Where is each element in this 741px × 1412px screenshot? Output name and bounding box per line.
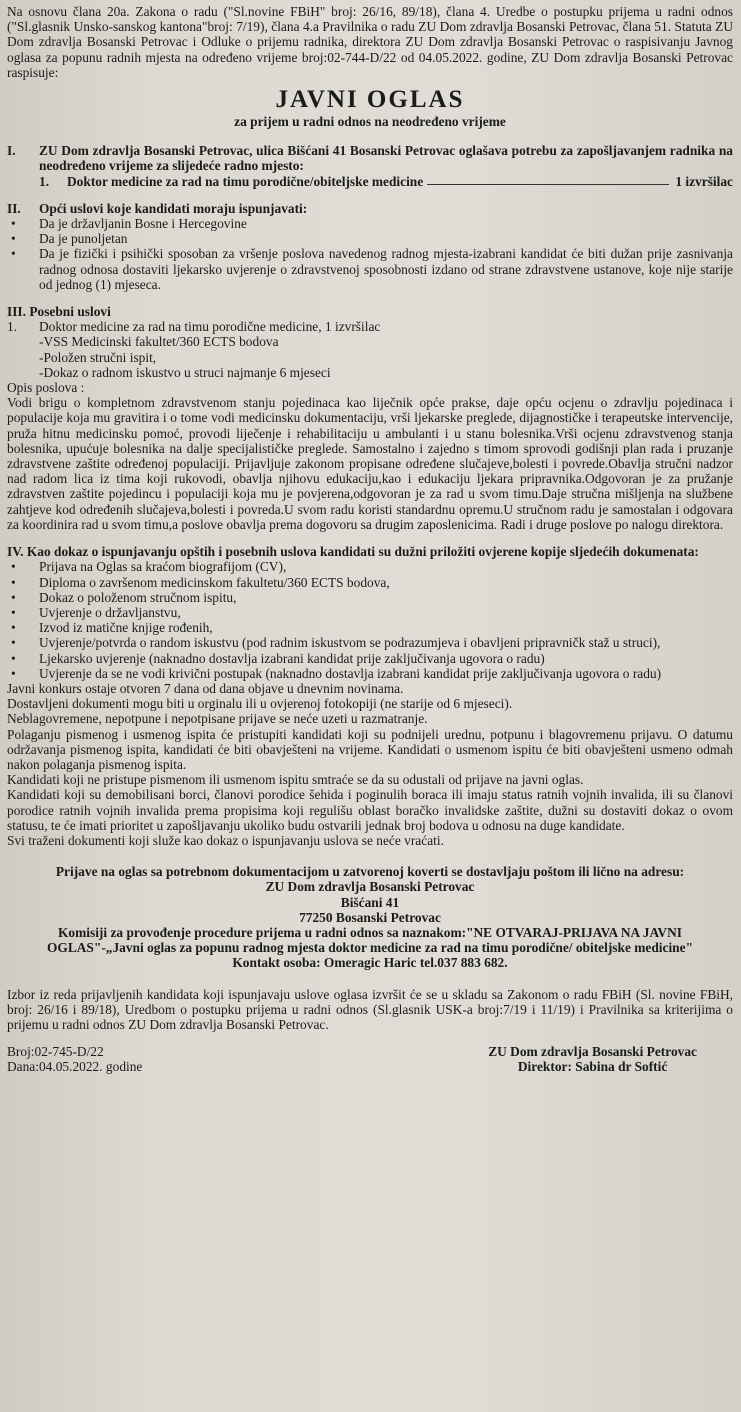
bullet-icon: • [11,574,16,590]
section-2-heading [7,201,733,216]
closing-paragraph: Izbor iz reda prijavljenih kandidata koji ispunjavaju uslove oglasa izvršit će se u skladu sa Zakonom o radu FBiH (Sl. novine FBiH, broj: 26/16 i 89/18), Uredbom o postupku prijema u radni odnos (Sl.glasnik USK-a broj:7/19 i 11/19) i Pravilnika sa kriterijima o prijemu u radni odnos ZU Dom zdravlja Bosanski Petrovac. [7,986,733,1032]
bullet-icon: • [11,231,16,247]
section-4-heading: IV. Kao dokaz o ispunjavanju opštih i posebnih uslova kandidati su dužni priložiti ovjerene kopije sljedećih dokumenata: [7,544,699,560]
address-block [7,864,733,970]
job-description-label: Opis poslova : [7,380,85,396]
address-street: Bišćani 41 [340,894,400,910]
list-item: • Uvjerenje/potvrda o random iskustvu (pod radnim iskustvom se podrazumjeva i obavljeni pripravničk staž u struci), [7,635,733,650]
paragraph: Dostavljeni dokumenti mogu biti u orginalu ili u ovjerenoj fotokopiji (ne starije od 6 mjeseci). [7,696,513,712]
contact-person: Kontakt osoba: Omeragic Haric tel.037 883 682. [232,955,508,971]
paragraph: Javni konkurs ostaje otvoren 7 dana od dana objave u dnevnim novinama. [7,680,404,696]
envelope-marking: Komisiji za provođenje procedure prijema u radni odnos sa naznakom:"NE OTVARAJ-PRIJAVA NA JAVNI OGLAS"-„Javni oglas za popunu radnog mjesta doktor medicine za rad na timu porodične/ obiteljske medicine" [47,924,693,956]
position-count: 1 izvršilac [675,173,733,189]
list-item: • Prijava na Oglas sa kraćom biografijom (CV), [7,559,733,574]
bullet-icon: • [11,216,16,232]
list-item: • Izvod iz matične knjige rođenih, [7,620,733,635]
list-item: • Da je punoljetan [7,231,733,246]
section-1 [7,143,733,173]
section-2-number: II. [7,200,21,216]
address-org: ZU Dom zdravlja Bosanski Petrovac [265,879,475,895]
bullet-icon: • [11,559,16,575]
section-3-heading: III. Posebni uslovi [7,304,111,320]
document-title: JAVNI OGLAS [275,86,465,114]
section-1-number: I. [7,143,16,159]
special-condition-item [7,319,733,334]
job-description: Vodi brigu o kompletnom zdravstvenom stanju pojedinaca kao liječnik opće prakse, daje opću ocjenu o zdravlju pojedinaca i populacije koja mu gravitira i o tome vodi medicinsku dokumentaciju, vrši ljekarske preglede, dijagnostičke i terapeutske intervencije, pruža hitnu medicinsku pomoć, provodi liječenje i rehabilitaciju u ambulanti i u stanu bolesnika.Vrši ocjenu zdravstvenog stanja bolesnika, upućuje bolesnika na dalje specijalističke preglede. Samostalno i zajedno s timom sprovodi godišnji plan rada i pruzanje zdravstvene zaštite određenoj populaciji. Prijavljuje zakonom propisane određene slučajeve,bolesti i povrede.Obavlja stručni nadzor nad radom lica iz tima koji rukovodi, obavlja njihovu edukaciju,kao i edukaciju ljekara pripravnika.Odgovoran je za pružanje zdravstven zaštite pojedincu i populaciji koja mu je povjerena,odgovoran je za rad u svom timu.Daje stručna mišljenja na službene zahtjeve kod određenih slučajeva,bolesti i povreda.U svom radu koristi standardnu opremu.U stručnom radu je samostalan i odgovara za koordinira rad u svom timu,a poslove obavlja prema dogovoru sa drugim zaposlenicima. Radi i druge poslove po nalogu direktora. [7,395,733,532]
position-number: 1. [39,173,50,189]
requirement: -Dokaz o radnom iskustvo u struci najmanje 6 mjeseci [39,364,331,380]
requirement: -VSS Medicinski fakultet/360 ECTS bodova [39,334,279,350]
director-name: Direktor: Sabina dr Softić [517,1059,668,1075]
bullet-icon: • [11,604,16,620]
signature-block [7,1044,733,1074]
position-row [39,174,733,189]
general-conditions-list [7,216,733,292]
section-1-text: ZU Dom zdravlja Bosanski Petrovac, ulica Bišćani 41 Bosanski Petrovac oglašava potrebu za zapošljavanjem radnika na neodređeno vrijeme za slijedeće radno mjesto: [39,143,733,174]
list-item: • Diploma o završenom medicinskom fakultetu/360 ECTS bodova, [7,575,733,590]
reference-date: Dana:04.05.2022. godine [7,1059,143,1075]
bullet-icon: • [11,650,16,666]
director-block [488,1044,697,1074]
paragraph: Kandidati koji ne pristupe pismenom ili usmenom ispitu smtraće se da su odustali od prijave na javni oglas. [7,772,584,788]
address-city: 77250 Bosanski Petrovac [299,909,441,925]
special-condition-title: Doktor medicine za rad na timu porodične medicine, 1 izvršilac [39,319,381,335]
list-item: • Da je državljanin Bosne i Hercegovine [7,216,733,231]
special-condition-number: 1. [7,319,18,335]
requirement: -Položen stručni ispit, [39,349,157,365]
paragraph: Kandidati koji su demobilisani borci, članovi porodice šehida i poginulih boraca ili imaju status ratnih vojnih invalida, ili su članovi porodice ratnih vojnih invalida prema propisima koji regulišu oblast boračko invalidske zaštite, dužni su dostaviti dokaz o ovom statusu, te će imati prioritet u zapošljavanju ukoliko budu ostvarili jednak broj bodova u odnosu na duge kandidate. [7,787,733,833]
signature-org: ZU Dom zdravlja Bosanski Petrovac [488,1044,697,1060]
section-2-title: Opći uslovi koje kandidati moraju ispunjavati: [39,200,308,216]
bullet-icon: • [11,635,16,651]
list-item: • Uvjerenje da se ne vodi krivični postupak (naknadno dostavlja izabrani kandidat prije zaključivanja ugovora o radu) [7,666,733,681]
bullet-icon: • [11,665,16,681]
position-dotted-line [427,174,669,185]
documents-list [7,559,733,681]
paragraph: Polaganju pismenog i usmenog ispita će pristupiti kandidati koji su podnijeli urednu, potpunu i blagovremenu prijavu. O datumu održavanja pismenog ispita, kandidati će biti obavješteni na vrijeme. Kandidati o usmenom ispitu će biti obavješteni usmeno odmah nakon polaganja pismenog ispita. [7,726,733,772]
list-item: • Ljekarsko uvjerenje (naknadno dostavlja izabrani kandidat prije zaključivanja ugovora o radu) [7,651,733,666]
list-item: • Uvjerenje o državljanstvu, [7,605,733,620]
intro-paragraph: Na osnovu člana 20a. Zakona o radu ("Sl.novine FBiH" broj: 26/16, 89/18), člana 4. Uredbe o postupku prijema u radni odnos ("Sl.glasnik Unsko-sanskog kantona"broj: 7/19), člana 4.a Pravilnika o radu ZU Dom zdravlja Bosanski Petrovac, člana 51. Statuta ZU Dom zdravlja Bosanski Petrovac i Odluke o prijemu radnika, direktora ZU Dom zdravlja Bosanski Petrovac o raspisivanju Javnog oglasa za popunu radnih mjesta na određeno vrijeme broj:02-744-D/22 od 04.05.2022. godine, ZU Dom zdravlja Bosanski Petrovac raspisuje: [7,4,733,80]
list-item: • Da je fizički i psihički sposoban za vršenje poslova navedenog radnog mjesta-izabrani kandidat će biti dužan prije zasnivanja radnog odnosa dostaviti ljekarsko uvjerenje o zdravstvenoj sposobnosti izdano od strane zdravstvene ustanove, koje nije starije od jednog (1) mjeseca. [7,246,733,292]
bullet-icon: • [11,589,16,605]
reference-number: Broj:02-745-D/22 [7,1044,104,1060]
reference-block [7,1044,142,1074]
paragraph: Neblagovremene, nepotpune i nepotpisane prijave se neće uzeti u razmatranje. [7,711,428,727]
bullet-icon: • [11,620,16,636]
paragraph: Svi traženi dokumenti koji služe kao dokaz o ispunjavanju uslova se neće vraćati. [7,832,444,848]
submission-instruction: Prijave na oglas sa potrebnom dokumentacijom u zatvorenoj koverti se dostavljaju poštom ili lično na adresu: [55,864,685,880]
list-item: • Dokaz o položenom stručnom ispitu, [7,590,733,605]
bullet-icon: • [11,246,16,262]
position-name: Doktor medicine za rad na timu porodične/obiteljske medicine [67,173,424,189]
document-subtitle: za prijem u radni odnos na neodređeno vrijeme [234,114,506,130]
